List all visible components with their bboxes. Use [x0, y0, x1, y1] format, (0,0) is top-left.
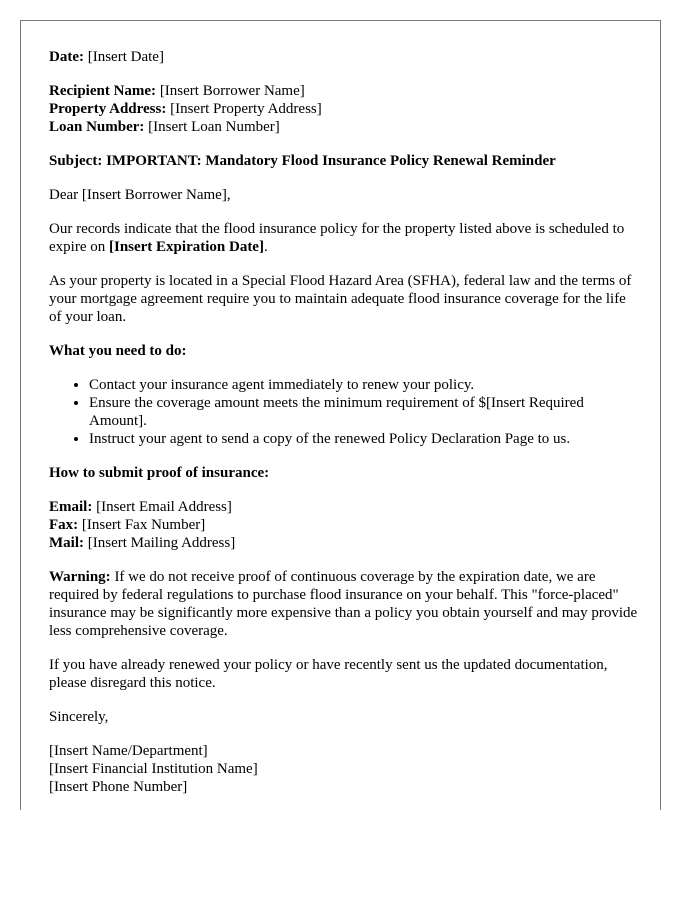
warning-label: Warning:: [49, 569, 111, 585]
sfha-paragraph: As your property is located in a Special Flood Hazard Area (SFHA), federal law and the terms of your mortgage agreement require you to maintain adequate flood insurance coverage for the life of your loan.: [49, 273, 632, 325]
warning-text: If we do not receive proof of continuous coverage by the expiration date, we are required by federal regulations to purchase flood insurance on your behalf. This "force-placed" insurance may be significantly more expensive than a policy you obtain yourself and may provide less comprehensive coverage.: [49, 569, 638, 639]
signature-institution: [Insert Financial Institution Name]: [49, 761, 258, 777]
signature-phone: [Insert Phone Number]: [49, 779, 188, 795]
todo-heading: [49, 342, 639, 360]
loan-number-value: [Insert Loan Number]: [144, 119, 280, 135]
fax-line: [49, 516, 639, 534]
email-label: Email:: [49, 499, 93, 515]
email-value: [Insert Email Address]: [92, 499, 232, 515]
disregard-paragraph: If you have already renewed your policy or have recently sent us the updated documentation, please disregard this notice.: [49, 657, 608, 691]
loan-number-label: Loan Number:: [49, 119, 145, 135]
property-address-value: [Insert Property Address]: [166, 101, 322, 117]
proof-heading: [49, 464, 639, 482]
expiration-paragraph: [49, 220, 639, 256]
recipient-name-line: [49, 82, 639, 100]
expiration-end: .: [263, 239, 268, 255]
expiration-date: [Insert Expiration Date]: [108, 239, 264, 255]
fax-label: Fax:: [49, 517, 79, 533]
todo-heading-text: What you need to do:: [49, 343, 187, 359]
fax-value: [Insert Fax Number]: [78, 517, 206, 533]
flood-insurance-letter: [49, 48, 639, 812]
mail-label: Mail:: [49, 535, 84, 551]
todo-item: • Ensure the coverage amount meets the minimum requirement of $[Insert Required Amount].: [89, 394, 639, 430]
recipient-name-value: [Insert Borrower Name]: [156, 83, 305, 99]
loan-number-line: [49, 118, 639, 136]
subject-line: [49, 152, 639, 170]
recipient-name-label: Recipient Name:: [49, 83, 157, 99]
signature-block: [49, 742, 639, 796]
date-value: [Insert Date]: [83, 49, 164, 65]
signature-name: [Insert Name/Department]: [49, 743, 208, 759]
email-line: [49, 498, 639, 516]
mail-value: [Insert Mailing Address]: [84, 535, 236, 551]
warning-paragraph: [49, 568, 639, 640]
todo-item: • Instruct your agent to send a copy of the renewed Policy Declaration Page to us.: [89, 430, 639, 448]
todo-list: [49, 376, 639, 448]
contact-block: [49, 498, 639, 552]
subject-text: Subject: IMPORTANT: Mandatory Flood Insurance Policy Renewal Reminder: [49, 153, 556, 169]
closing: Sincerely,: [49, 709, 109, 725]
property-address-line: [49, 100, 639, 118]
recipient-block: [49, 82, 639, 136]
proof-heading-text: How to submit proof of insurance:: [49, 465, 270, 481]
property-address-label: Property Address:: [49, 101, 167, 117]
date-label: Date:: [49, 49, 84, 65]
todo-item: • Contact your insurance agent immediately to renew your policy.: [89, 376, 639, 394]
expiration-text: Our records indicate that the flood insurance policy for the property listed above is scheduled to expire on: [49, 221, 625, 255]
mail-line: [49, 534, 639, 552]
salutation: Dear [Insert Borrower Name],: [49, 187, 231, 203]
date-line: [49, 48, 639, 66]
